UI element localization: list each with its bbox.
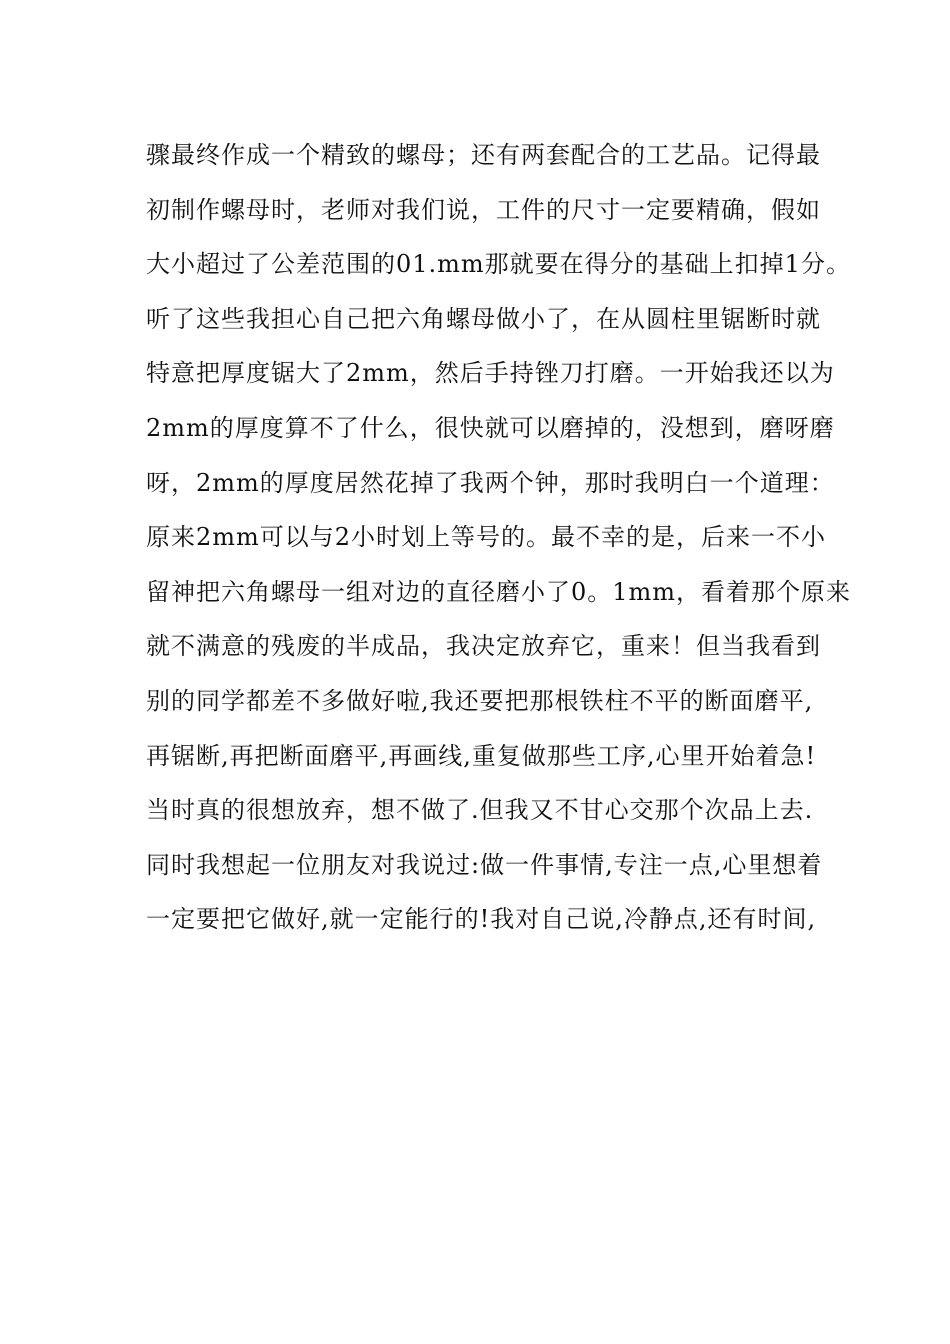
text-line: 一定要把它做好,就一定能行的!我对自己说,冷静点,还有时间,	[146, 905, 817, 934]
text-line: 大小超过了公差范围的01.mm那就要在得分的基础上扣掉1分。	[146, 250, 851, 279]
text-line: 再锯断,再把断面磨平,再画线,重复做那些工序,心里开始着急!	[146, 741, 817, 770]
text-line: 2mm的厚度算不了什么，很快就可以磨掉的，没想到，磨呀磨	[146, 413, 835, 442]
text-line: 就不满意的残废的半成品，我决定放弃它，重来！但当我看到	[146, 632, 821, 661]
text-line: 同时我想起一位朋友对我说过:做一件事情,专注一点,心里想着	[146, 850, 823, 879]
text-line: 听了这些我担心自己把六角螺母做小了，在从圆柱里锯断时就	[146, 304, 821, 333]
text-line: 初制作螺母时，老师对我们说，工件的尺寸一定要精确，假如	[146, 195, 821, 224]
text-line: 原来2mm可以与2小时划上等号的。最不幸的是，后来一不小	[146, 523, 827, 552]
text-line: 别的同学都差不多做好啦,我还要把那根铁柱不平的断面磨平,	[146, 686, 814, 715]
text-line: 当时真的很想放弃，想不做了.但我又不甘心交那个次品上去.	[146, 796, 814, 825]
text-line: 留神把六角螺母一组对边的直径磨小了0。1mm，看着那个原来	[146, 577, 852, 606]
text-line: 呀，2mm的厚度居然花掉了我两个钟，那时我明白一个道理：	[146, 468, 835, 497]
text-line: 特意把厚度锯大了2mm，然后手持锉刀打磨。一开始我还以为	[146, 359, 835, 388]
text-line: 骤最终作成一个精致的螺母；还有两套配合的工艺品。记得最	[146, 141, 821, 169]
body-text	[146, 128, 852, 947]
